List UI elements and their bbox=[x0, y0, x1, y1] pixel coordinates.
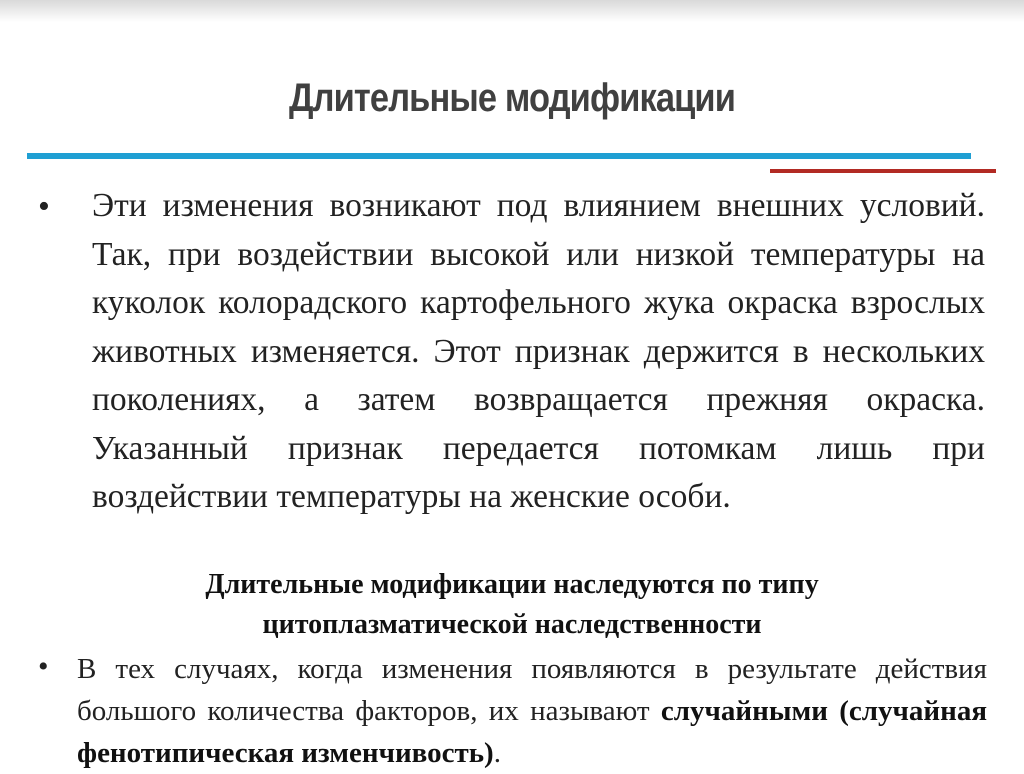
paragraph-1: Эти изменения возникают под влиянием внешних условий. Так, при воздействии высокой или низкой температуры на куколок колорадского картофельного жука окраска взрослых животных изменяется. Этот признак держится в нескольких поколениях, а затем возвращается прежняя окраска. Указанный признак передается потомкам лишь при воздействии температуры на женские особи. bbox=[92, 187, 985, 515]
emphasis-block bbox=[60, 565, 964, 645]
paragraph-2-bold: случайными (случайная фенотипическая изменчивость) bbox=[77, 695, 988, 769]
title-underline-blue bbox=[27, 153, 971, 159]
paragraph-2-end: . bbox=[493, 737, 501, 769]
emphasis-line-2: цитоплазматической наследственности bbox=[262, 609, 762, 640]
title-underline-red bbox=[770, 169, 996, 173]
bullet-2: • bbox=[38, 650, 49, 683]
slide-top-shadow bbox=[0, 0, 1024, 22]
paragraph-2 bbox=[77, 648, 987, 774]
bullet-1: • bbox=[38, 188, 50, 225]
emphasis-line-1: Длительные модификации наследуются по типу bbox=[205, 569, 819, 600]
slide-title: Длительные модификации bbox=[289, 76, 735, 120]
paragraph-2-text: В тех случаях, когда изменения появляются в результате действия большого количества факторов, их называют bbox=[77, 653, 987, 727]
